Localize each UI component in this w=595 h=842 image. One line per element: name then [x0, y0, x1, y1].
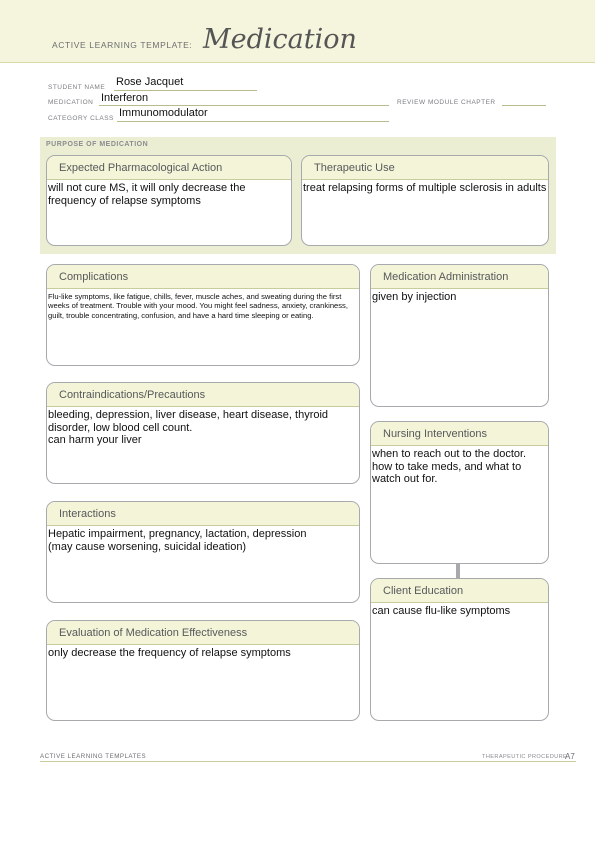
contraindications-text: bleeding, depression, liver disease, heart disease, thyroid disorder, low blood cell count. can harm your liver	[48, 409, 329, 446]
review-module-underline	[502, 105, 546, 106]
evaluation-text: only decrease the frequency of relapse symptoms	[48, 647, 291, 659]
medication-label: MEDICATION	[48, 99, 94, 106]
complications-box[interactable]	[46, 264, 360, 366]
nursing-interventions-box[interactable]	[370, 421, 549, 564]
client-education-text: can cause flu-like symptoms	[372, 605, 511, 617]
category-class-underline	[117, 121, 389, 122]
medication-field[interactable]: Interferon	[101, 92, 149, 104]
interactions-box[interactable]	[46, 501, 360, 603]
template-label: ACTIVE LEARNING TEMPLATE:	[52, 40, 193, 50]
contraindications-header: Contraindications/Precautions	[47, 383, 359, 407]
nursing-interventions-header: Nursing Interventions	[371, 422, 548, 446]
contraindications-box[interactable]	[46, 382, 360, 484]
complications-text: Flu-like symptoms, like fatigue, chills, fever, muscle aches, and sweating during the first weeks of treatment. Trouble with your mood. You might feel sadness, anxiety, crankiness, guilt, trouble concentrating, confusion, and have a hard time sleeping or eating.	[48, 292, 348, 320]
student-name-underline	[114, 90, 257, 91]
review-module-label: REVIEW MODULE CHAPTER	[397, 99, 496, 106]
expected-action-header: Expected Pharmacological Action	[47, 156, 291, 180]
therapeutic-use-header: Therapeutic Use	[302, 156, 548, 180]
administration-box[interactable]	[370, 264, 549, 407]
nursing-interventions-text: when to reach out to the doctor. how to take meds, and what to watch out for.	[372, 448, 527, 485]
client-education-header: Client Education	[371, 579, 548, 603]
category-class-label: CATEGORY CLASS	[48, 115, 114, 122]
footer-page-number: A7	[565, 752, 575, 761]
section-connector	[456, 564, 460, 578]
evaluation-header: Evaluation of Medication Effectiveness	[47, 621, 359, 645]
expected-action-text: will not cure MS, it will only decrease the frequency of relapse symptoms	[48, 182, 246, 207]
student-name-label: STUDENT NAME	[48, 84, 106, 91]
template-header	[0, 0, 595, 63]
interactions-header: Interactions	[47, 502, 359, 526]
interactions-text: Hepatic impairment, pregnancy, lactation, depression (may cause worsening, suicidal ideation)	[48, 528, 307, 553]
complications-header: Complications	[47, 265, 359, 289]
student-name-field[interactable]: Rose Jacquet	[116, 76, 184, 88]
therapeutic-use-text: treat relapsing forms of multiple sclerosis in adults	[303, 182, 547, 194]
footer-right-label: THERAPEUTIC PROCEDURE	[482, 754, 568, 760]
therapeutic-use-box[interactable]	[301, 155, 549, 246]
footer-rule	[40, 761, 576, 762]
footer-left-label: ACTIVE LEARNING TEMPLATES	[40, 753, 147, 760]
administration-text: given by injection	[372, 291, 457, 303]
template-title: Medication	[203, 24, 357, 55]
medication-underline	[99, 105, 389, 106]
purpose-title: PURPOSE OF MEDICATION	[46, 141, 149, 148]
client-education-box[interactable]	[370, 578, 549, 721]
evaluation-box[interactable]	[46, 620, 360, 721]
expected-action-box[interactable]	[46, 155, 292, 246]
administration-header: Medication Administration	[371, 265, 548, 289]
category-class-field[interactable]: Immunomodulator	[119, 107, 208, 119]
